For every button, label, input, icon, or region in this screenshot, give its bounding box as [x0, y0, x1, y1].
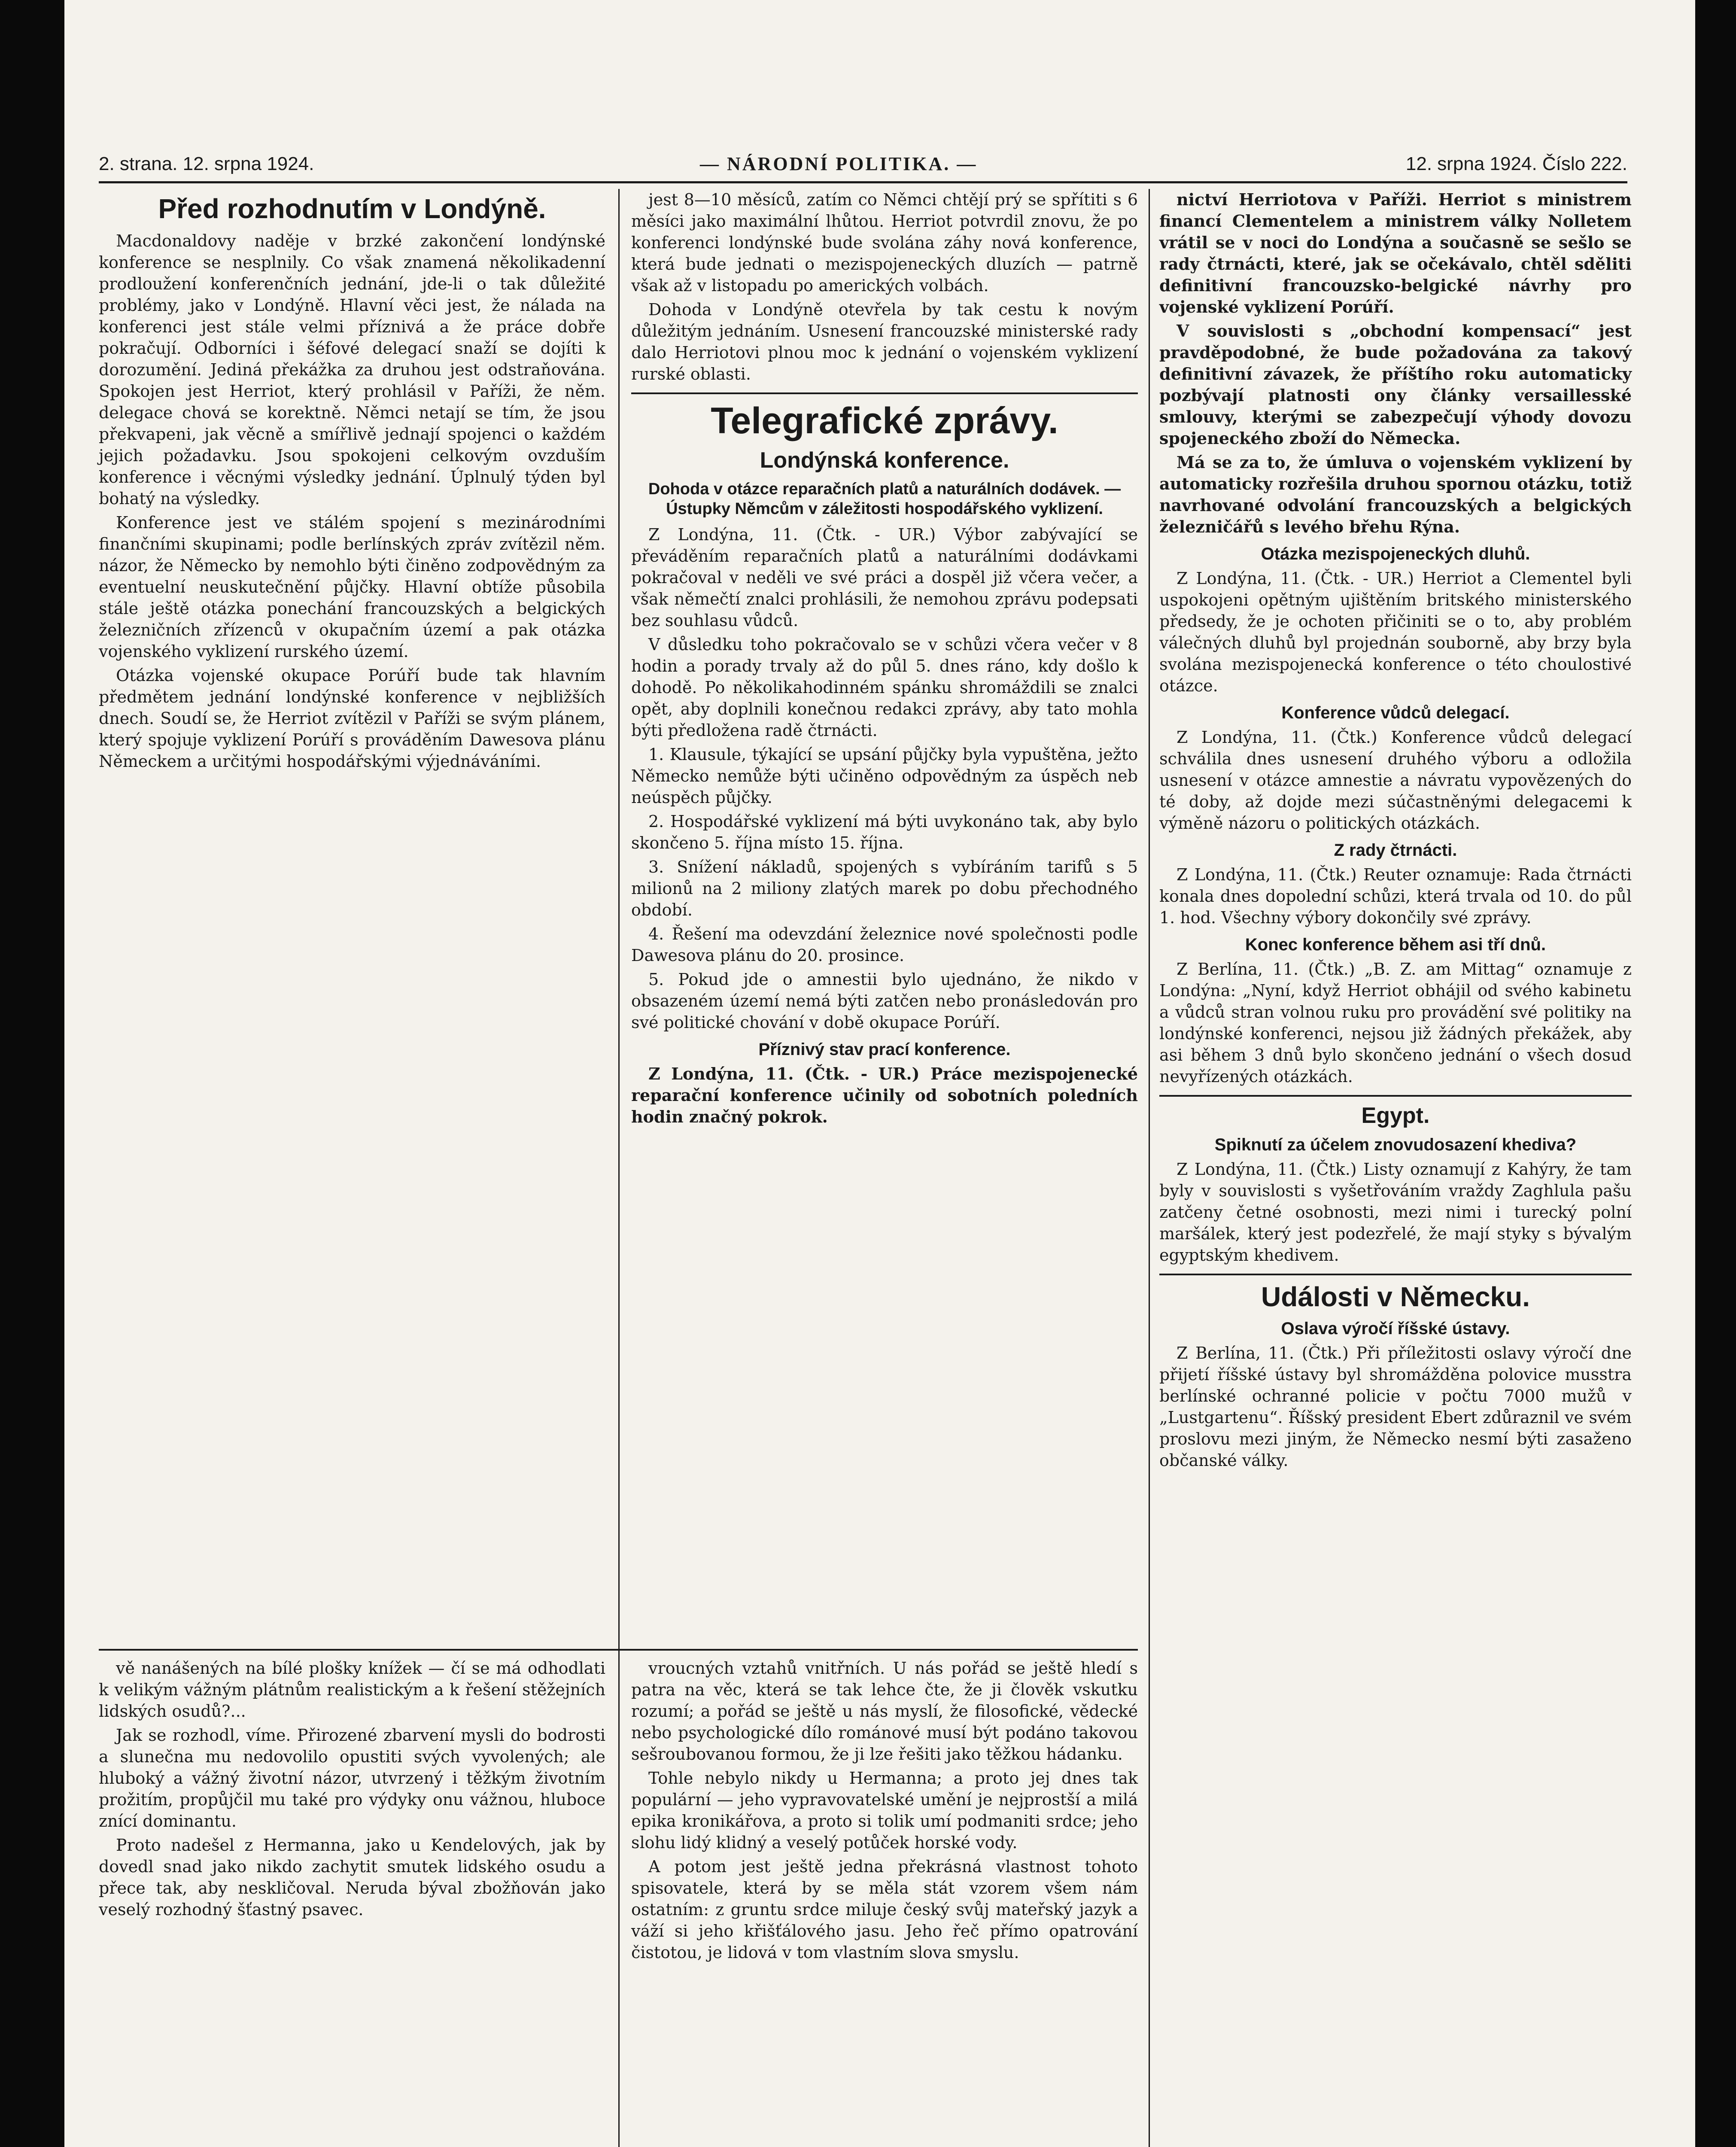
paragraph: Z Londýna, 11. (Čtk. - UR.) Herriot a Clementel byli uspokojeni opětným ujištěním britského ministerského předsedy, že je ochoten přičiniti se o to, aby problém válečných dluhů byl projednán souborně, aby brzy byla svolána mezispojenecká konference o této choulostivé otázce.	[1159, 569, 1632, 695]
paragraph: Jak se rozhodl, víme. Přirozené zbarvení mysli do bodrosti a slunečna mu nedovolilo opustiti svých vyvolených; ale hluboký a vážný životní názor, utvrzený i těžkým životním prožitím, propůjčil mu také pro výdyky onu vážnou, hluboce znící dominantu.	[99, 1726, 605, 1831]
column-2	[631, 189, 1138, 1130]
paragraph: Proto nadešel z Hermanna, jako u Kendelových, jak by dovedl snad jako nikdo zachytit smutek lidského osudu a přece tak, aby neskličoval. Neruda býval zbožňován jako veselý rozhodný šťastný psavec.	[99, 1836, 605, 1919]
column-3	[1159, 189, 1632, 1474]
paragraph: Z Londýna, 11. (Čtk. - UR.) Výbor zabývající se převáděním reparačních platů a naturálními dodávkami pokračoval v neděli ve své práci a dospěl již včera večer, a však němečtí znalci prohlásili, že nemohou zprávu podepsati bez souhlasu vůdců.	[631, 525, 1138, 630]
scan-border-right	[1695, 0, 1736, 2147]
column-rule-1	[618, 189, 620, 2147]
paragraph: Z Berlína, 11. (Čtk.) Při příležitosti oslavy výročí dne přijetí říšské ústavy byl shromážděna polovice musstra berlínské ochranné policie v počtu 7000 mužů v „Lustgartenu“. Říšský president Ebert zdůraznil ve svém proslovu mezi jiným, že Německo nesmí býti zasaženo občanské války.	[1159, 1344, 1632, 1470]
paragraph: Konference jest ve stálém spojení s mezinárodními finančními skupinami; podle berlínských zpráv zvítězil něm. názor, že Německo by nemohlo býti činěno zodpovědným za eventuelní neuskutečnění půjčky. Hlavní obtíže působila stále ještě otázka ponechání francouzských a belgických železničních zřízenců v okupačním území a pak otázka vojenského vyklizení rurského území.	[99, 513, 605, 661]
subheading: Konference vůdců delegací.	[1281, 703, 1510, 722]
paragraph: Z Londýna, 11. (Čtk.) Listy oznamují z Kahýry, že tam byly v souvislosti s vyšetřováním vraždy Zaghlula pašu zatčeny četné osobnosti, mezi nimi i turecký polní maršálek, který jest podezřelé, že mají styky s bývalým egyptským khedivem.	[1159, 1160, 1632, 1265]
scan-border-left	[0, 0, 64, 2147]
paragraph: Má se za to, že úmluva o vojenském vyklizení by automaticky rozřešila druhou spornou otázku, totiž navrhované odvolání francouzských a belgických železničářů s levého břehu Rýna.	[1159, 453, 1632, 536]
paragraph: nictví Herriotova v Paříži. Herriot s ministrem financí Clementelem a ministrem války Nolletem vrátil se v noci do Londýna a současně se sešlo se rady čtrnácti, které, jak se očekávalo, chtěl sděliti definitivní francouzsko-belgické návrhy pro vojenské vyklizení Porúří.	[1159, 190, 1632, 316]
paragraph: Z Londýna, 11. (Čtk. - UR.) Práce mezispojenecké reparační konference učinily od sobotních poledních hodin značný pokrok.	[631, 1064, 1138, 1126]
paragraph: Dohoda v Londýně otevřela by tak cestu k novým důležitým jednáním. Usnesení francouzské ministerské rady dalo Herriotovi plnou moc k jednání o vojenském vyklizení rurské oblasti.	[631, 300, 1138, 383]
subheading: Konec konference během asi tří dnů.	[1245, 935, 1546, 954]
section-divider	[1159, 1274, 1632, 1275]
paragraph: 2. Hospodářské vyklizení má býti uvykonáno tak, aby bylo skončeno 5. října místo 15. října.	[631, 812, 1138, 852]
header-left: 2. strana. 12. srpna 1924.	[99, 153, 314, 174]
feuilleton-column-2	[631, 1657, 1138, 1966]
paragraph: A potom jest ještě jedna překrásná vlastnost tohoto spisovatele, která by se měla stát vzorem všem nám ostatním: z gruntu srdce miluje český svůj mateřský jazyk a váží si jeho křišťálového jasu. Jeho řeč přímo opatrování čistotou, je lidová v tom vlastním slova smyslu.	[631, 1857, 1138, 1962]
paragraph: 1. Klausule, týkající se upsání půjčky byla vypuštěna, ježto Německo nemůže býti učiněno odpovědným za úspěch neb neúspěch půjčky.	[631, 745, 1138, 807]
paragraph: Tohle nebylo nikdy u Hermanna; a proto jej dnes tak populární — jeho vypravovatelské umění je nejprostší a milá epika kronikářova, a proto si tolik umí podmaniti srdce; jeho slohu lidý klidný a veselý potůček horské vody.	[631, 1769, 1138, 1852]
paragraph: Z Londýna, 11. (Čtk.) Konference vůdců delegací schválila dnes usnesení druhého výboru a odložila usnesení v otázce amnestie a návratu vypovězených do té doby, až dojde mezi súčastněnými delegacemi k výměně názoru o politických otázkách.	[1159, 728, 1632, 833]
paragraph: Macdonaldovy naděje v brzké zakončení londýnské konference se nesplnily. Co však znamená několikadenní prodloužení konferenčních jednání, jde-li o tak důležité problémy, jako v Londýně. Hlavní věci jest, že nálada na konferenci jest stále velmi příznivá a že práce dobře pokračují. Odborníci i šéfové delegací snaží se dojíti k dorozumění. Jediná překážka za druhou jest odstraňována. Spokojen jest Herriot, který prohlásil v Paříži, že něm. delegace chová se korektně. Němci netají se tím, že jsou překvapeni, jak věcně a smířlivě jednají spojenci o každém jejich požadavku. Jsou spokojeni celkovým ovzduším konference i věcnými výsledky jednání. Úplnulý týden byl bohatý na výsledky.	[99, 231, 605, 508]
article-deck: Dohoda v otázce reparačních platů a naturálních dodávek. — Ústupky Němcům v záležitosti hospodářského vyklizení.	[648, 480, 1121, 518]
paragraph: vroucných vztahů vnitřních. U nás pořád se ještě hledí s patra na věc, která se tak lehce čte, že ji člověk vskutku rozumí; a pořád se ještě u nás myslí, že filosofické, vědecké nebo psychologické dílo románové musí být podáno takovou sešroubovanou formou, že ji lze řešiti jako těžkou hádanku.	[631, 1659, 1138, 1764]
section-divider	[1159, 1095, 1632, 1097]
subheading: Příznivý stav prací konference.	[758, 1040, 1011, 1059]
section-headline: Egypt.	[1361, 1103, 1430, 1128]
paragraph: V důsledku toho pokračovalo se v schůzi včera večer v 8 hodin a porady trvaly až do půl 5. dnes ráno, kdy došlo k dohodě. Po několikahodinném spánku shromáždili se znalci opět, aby doplnili konečnou redakci zprávy, aby tato mohla býti předložena radě čtrnácti.	[631, 635, 1138, 740]
section-divider	[631, 392, 1138, 394]
paragraph: Otázka vojenské okupace Porúří bude tak hlavním předmětem jednání londýnské konference v nejbližších dnech. Soudí se, že Herriot zvítězil v Paříži se svým plánem, který spojuje vyklizení Porúří s prováděním Dawesova plánu Německem a určitými hospodářskými výjednáváními.	[99, 666, 605, 771]
paragraph: Z Berlína, 11. (Čtk.) „B. Z. am Mittag“ oznamuje z Londýna: „Nyní, když Herriot obhájil od svého kabinetu a vůdců stran volnou ruku pro provádění své politiky na londýnské konferenci, nejsou již žádných překážek, aby asi během 3 dnů bylo skončeno jednání o všech dosud nevyřízených otázkách.	[1159, 960, 1632, 1086]
column-1	[99, 189, 605, 775]
section-headline: Telegrafické zprávy.	[711, 400, 1058, 441]
subheading: Spiknutí za účelem znovudosazení khediva?	[1214, 1135, 1577, 1154]
feuilleton-rule	[99, 1649, 1138, 1651]
article-headline: Před rozhodnutím v Londýně.	[158, 193, 546, 224]
masthead: — NÁRODNÍ POLITIKA. —	[700, 153, 978, 174]
paragraph: vě nanášených na bílé plošky knížek — čí se má odhodlati k velikým vážným plátnům realistickým a k řešení stěžejních lidských osudů?...	[99, 1659, 605, 1721]
feuilleton-column-1	[99, 1657, 605, 1923]
paragraph: Z Londýna, 11. (Čtk.) Reuter oznamuje: Rada čtrnácti konala dnes dopolední schůzi, která trvala od 10. do půl 1. hod. Všechny výbory dokončily své zprávy.	[1159, 865, 1632, 927]
subheading: Otázka mezispojeneckých dluhů.	[1261, 544, 1530, 563]
header-right: 12. srpna 1924. Číslo 222.	[1405, 153, 1627, 174]
paragraph: 4. Řešení ma odevzdání železnice nové společnosti podle Dawesova plánu do 20. prosince.	[631, 924, 1138, 965]
subheading: Oslava výročí říšské ústavy.	[1281, 1319, 1510, 1338]
subheading: Z rady čtrnácti.	[1334, 841, 1457, 860]
section-subheadline: Londýnská konference.	[760, 448, 1009, 473]
paragraph: V souvislosti s „obchodní kompensací“ jest pravděpodobné, že bude požadována za takový definitivní závazek, že příštího roku automaticky pozbývají platnosti ony články versaillesské smlouvy, kterými se zabezpečují výhody dovozu spojeneckého zboží do Německa.	[1159, 321, 1632, 448]
page-header	[99, 151, 1627, 177]
paragraph: jest 8—10 měsíců, zatím co Němci chtějí prý se spřítiti s 6 měsíci jako maximální lhůtou. Herriot potvrdil znovu, že po konferenci londýnské bude svolána záhy nová konference, která bude jednati o mezispojeneckých dluzích — patrně však až v listopadu po amerických volbách.	[631, 190, 1138, 295]
paragraph: 3. Snížení nákladů, spojených s vybíráním tarifů s 5 milionů na 2 miliony zlatých marek po dobu přechodného období.	[631, 858, 1138, 919]
column-rule-2	[1149, 189, 1150, 2147]
paragraph: 5. Pokud jde o amnestii bylo ujednáno, že nikdo v obsazeném území nemá býti zatčen nebo pronásledován pro své politické chování v době okupace Porúří.	[631, 970, 1138, 1032]
section-headline: Události v Německu.	[1261, 1281, 1530, 1312]
header-rule	[99, 181, 1627, 183]
